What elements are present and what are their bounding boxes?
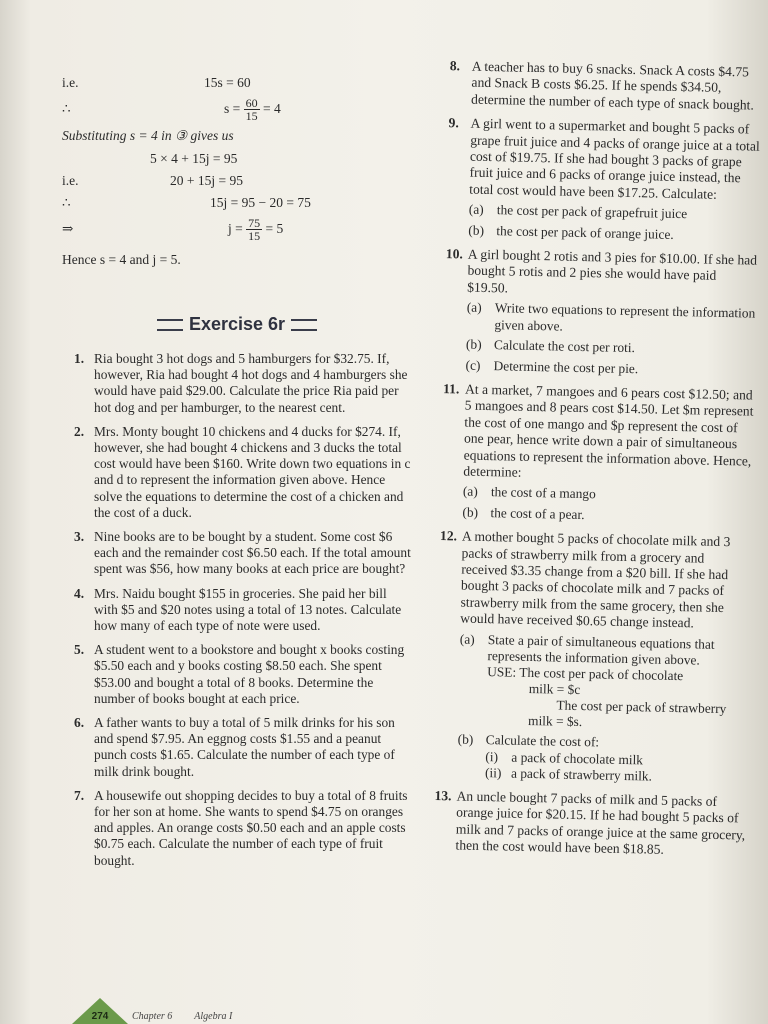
- question-11-part-b: (b) the cost of a pear.: [462, 504, 585, 522]
- question-12-part-b-ii: (ii) a pack of strawberry milk.: [484, 764, 653, 784]
- work-line-3: 5 × 4 + 15j = 95: [150, 151, 238, 166]
- heading-bars-icon: [291, 319, 317, 331]
- question-8: 8. A teacher has to buy 6 snacks. Snack A costs $4.75 and Snack B costs $6.25. If he spends $34.50, determine the number of each type of snack bought.: [449, 58, 754, 113]
- question-list-left: [62, 351, 412, 869]
- conclusion-line: Hence s = 4 and j = 5.: [62, 252, 181, 267]
- use-line: USE: The cost per pack of chocolate: [486, 664, 684, 684]
- page-number: 274: [91, 1011, 109, 1022]
- question-9: 9. A girl went to a supermarket and bought 5 packs of grape fruit juice and 4 packs of orange juice at a total cost of $19.75. If she had bought 3 packs of grape fruit juice and 6 packs of orange juice instead, the total cost would have been $17.25. Calculate: (a) the cost per pack of grapefruit juice (b) the cost per pack of orange juice.: [438, 115, 761, 245]
- question-11-part-a: (a) the cost of a mango: [462, 483, 596, 502]
- question-11: 11. At a market, 7 mangoes and 6 pears cost $12.50; and 5 mangoes and 8 pears cost $14.50. Let $m represent the cost of one mango and $p represent the cost of one pear, hence write down a pair of simultaneous equations to represent the information above. Hence, determine: (a) the cost of a mango (b) the cost of a pear.: [432, 381, 755, 527]
- fraction: $\frac{60}{15}$: [245, 96, 258, 124]
- page-footer: [72, 996, 332, 1024]
- question-9-part-b: (b) the cost per pack of orange juice.: [468, 222, 674, 242]
- question-5: 5. A student went to a bookstore and bought x books costing $5.50 each and y books costing $8.50 each. She spent $53.00 and bought a total of 8 books. Determine the number of books bought at each price.: [74, 642, 405, 706]
- use-line-strawberry-b: milk = $s.: [527, 713, 583, 730]
- question-1: 1. Ria bought 3 hot dogs and 5 hamburgers for $32.75. If, however, Ria had bought 4 hot dogs and 4 hamburgers she would have paid $29.00. Calculate the price Ria paid per hot dog and per hamburger, to the nearest cent.: [74, 351, 408, 415]
- question-9-part-a: (a) the cost per pack of grapefruit juice: [468, 201, 688, 222]
- exercise-heading: Exercise 6r: [62, 314, 412, 335]
- question-12: 12. A mother bought 5 packs of chocolate milk and 3 packs of strawberry milk from a grocery and received $3.35 change from a $20 bill. If she had bought 3 packs of chocolate milk and 7 packs of strawberry milk from the same grocery, then she would have received $0.65 change instead. (a) State a pair of simultaneous equations that represents the information given above. USE: The cost per pack of chocolate milk = $c The cost per pack of strawberry milk = $s. (b) Calculate the cost of: (i) a pack of chocolate milk (ii) a pack of strawberry milk.: [427, 528, 752, 786]
- work-line-6: ⇒ j = $\frac{75}{15}$ = 5: [62, 216, 284, 244]
- heading-bars-icon: [157, 319, 183, 331]
- use-line-chocolate: milk = $c: [528, 681, 581, 698]
- work-line-5: ∴ 15j = 95 − 20 = 75: [62, 195, 311, 210]
- question-10: 10. A girl bought 2 rotis and 3 pies for $10.00. If she had bought 5 rotis and 2 pies she would have paid $19.50. (a) Write two equations to represent the information given above. (b) Calculate the cost per roti. (c) Determine the cost per pie.: [435, 246, 758, 380]
- question-7: 7. A housewife out shopping decides to buy a total of 8 fruits for her son at home. She wants to spend $4.75 on oranges and apples. An orange costs $0.50 each and an apple costs $0.75 each. Calculate the number of each type of fruit bought.: [74, 787, 408, 868]
- question-10-part-a: (a) Write two equations to represent the information given above.: [466, 299, 756, 334]
- substitution-line: Substituting s = 4 in ③ gives us: [62, 128, 234, 143]
- question-2: 2. Mrs. Monty bought 10 chickens and 4 ducks for $274. If, however, she had bought 4 chickens and 3 ducks the total cost would have been $160. Write down two equations in c and d to represent the information given above. Hence solve the equations to determine the cost of a chicken and the cost of a duck.: [74, 423, 411, 520]
- question-6: 6. A father wants to buy a total of 5 milk drinks for his son and spend $7.95. An eggnog costs $1.55 and a peanut punch costs $1.65. Calculate the number of each type of milk drink bought.: [74, 715, 395, 779]
- work-line-4: i.e. 20 + 15j = 95: [62, 173, 243, 188]
- question-3: 3. Nine books are to be bought by a student. Some cost $6 each and the remainder cost $6.50 each. If the total amount spent was $56, how many books at each price are bought?: [74, 529, 411, 577]
- chapter-label: Chapter 6 Algebra I: [132, 1011, 233, 1022]
- work-line-1: i.e. 15s = 60: [62, 75, 251, 90]
- question-12-part-a: (a) State a pair of simultaneous equations that represents the information given above.: [459, 631, 715, 668]
- question-13: 13. An uncle bought 7 packs of milk and 5 packs of orange juice for $20.15. If he had bought 5 packs of milk and 7 packs of orange juice at the same grocery, then the cost would have been $18.85.: [434, 787, 746, 857]
- left-column: [62, 72, 412, 877]
- question-10-part-b: (b) Calculate the cost per roti.: [465, 336, 636, 356]
- question-12-part-b-i: (i) a pack of chocolate milk: [485, 748, 644, 768]
- right-column: [425, 58, 762, 868]
- worked-solution: [62, 72, 412, 270]
- question-12-part-b: (b) Calculate the cost of: (i) a pack of chocolate milk (ii) a pack of strawberry milk.: [457, 732, 748, 786]
- work-line-2: ∴ s = $\frac{60}{15}$ = 4: [62, 96, 281, 124]
- fraction: $\frac{75}{15}$: [248, 216, 261, 244]
- question-4: 4. Mrs. Naidu bought $155 in groceries. She paid her bill with $5 and $20 notes using a total of 13 notes. Calculate how many of each type of note were used.: [74, 585, 402, 634]
- use-line-strawberry-a: The cost per pack of strawberry: [556, 697, 727, 717]
- question-10-part-c: (c) Determine the cost per pie.: [465, 357, 639, 376]
